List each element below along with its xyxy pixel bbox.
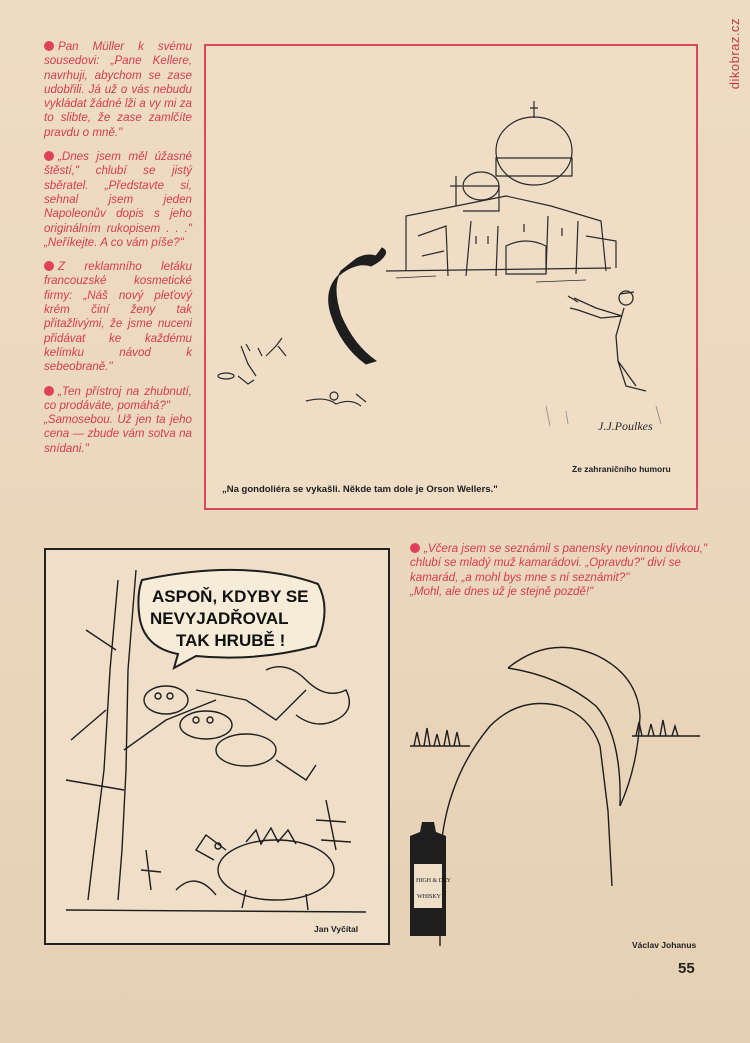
bullet-dot-icon (44, 386, 54, 396)
cartoon-caption: „Na gondoliéra se vykašli. Někde tam dole je Orson Wellers." (222, 484, 498, 495)
joke-line-2: „Mohl, ale dnes už je stejně pozdě!" (410, 584, 594, 598)
speech-line-3: TAK HRUBĚ ! (176, 631, 286, 650)
joke-item (44, 385, 192, 456)
joke-text: „Ten přístroj na zhubnutí, co prodáváte, pomáhá?" „Samosebou. Už jen ta jeho cena — zbude vám sotva na snídani." (44, 384, 192, 455)
forest-cartoon (44, 548, 390, 945)
joke-line-1 (410, 542, 710, 585)
cartoon-credit: Ze zahraničního humoru (572, 464, 671, 474)
bullet-dot-icon (44, 41, 54, 51)
bullet-dot-icon (44, 151, 54, 161)
venice-drawing (206, 46, 696, 508)
bullet-dot-icon (410, 543, 420, 553)
joke-item (44, 150, 192, 250)
bottle-label-1: HIGH & DRY (416, 878, 452, 884)
cartoon-credit: Jan Vyčítal (314, 924, 359, 934)
joke-right (410, 542, 710, 599)
speech-line-1: ASPOŇ, KDYBY SE (152, 587, 309, 606)
page-number: 55 (678, 960, 695, 977)
speech-line-2: NEVYJADŘOVAL (150, 609, 289, 628)
artist-signature: J.J.Poulkes (598, 419, 653, 433)
whisky-bottle (410, 822, 452, 936)
joke-item (44, 260, 192, 374)
joke-text: „Včera jsem se seznámil s panensky nevinnou dívkou," chlubí se mladý muž kamarádovi. „Opravdu?" diví se kamarád, „a mohl bys mne s ní seznámit?" (410, 542, 708, 584)
joke-text: Pan Müller k svému sousedovi: „Pane Kellere, navrhuji, abychom se zase udobřili. Já už o vás nebudu vykládat žádné lži a vy mi za to slibte, že zase zamlčíte pravdu o mně." (44, 40, 192, 139)
bullet-dot-icon (44, 261, 54, 271)
joke-item (44, 40, 192, 140)
bottle-label-2: WHISKY (417, 894, 441, 900)
cartoon-credit: Václav Johanus (632, 940, 697, 950)
venice-cartoon (204, 44, 698, 510)
joke-text: Z reklamního letáku francouzské kosmetické firmy: „Náš nový pleťový krém činí ženy tak přitažlivými, že jsme nuceni přidávat ke každému kelímku návod k sebeobraně." (44, 260, 192, 374)
watermark: dikobraz.cz (727, 18, 742, 90)
mushroom-drawing (400, 636, 710, 956)
jokes-column-left (44, 40, 192, 466)
forest-drawing (46, 550, 388, 943)
mushroom-cartoon (400, 636, 710, 956)
joke-text: „Dnes jsem měl úžasné štěstí," chlubí se jistý sběratel. „Představte si, sehnal jsem jeden Napoleonův dopis s jeho originálním rukopisem . . ." „Neříkejte. A co vám píše?" (44, 150, 192, 249)
